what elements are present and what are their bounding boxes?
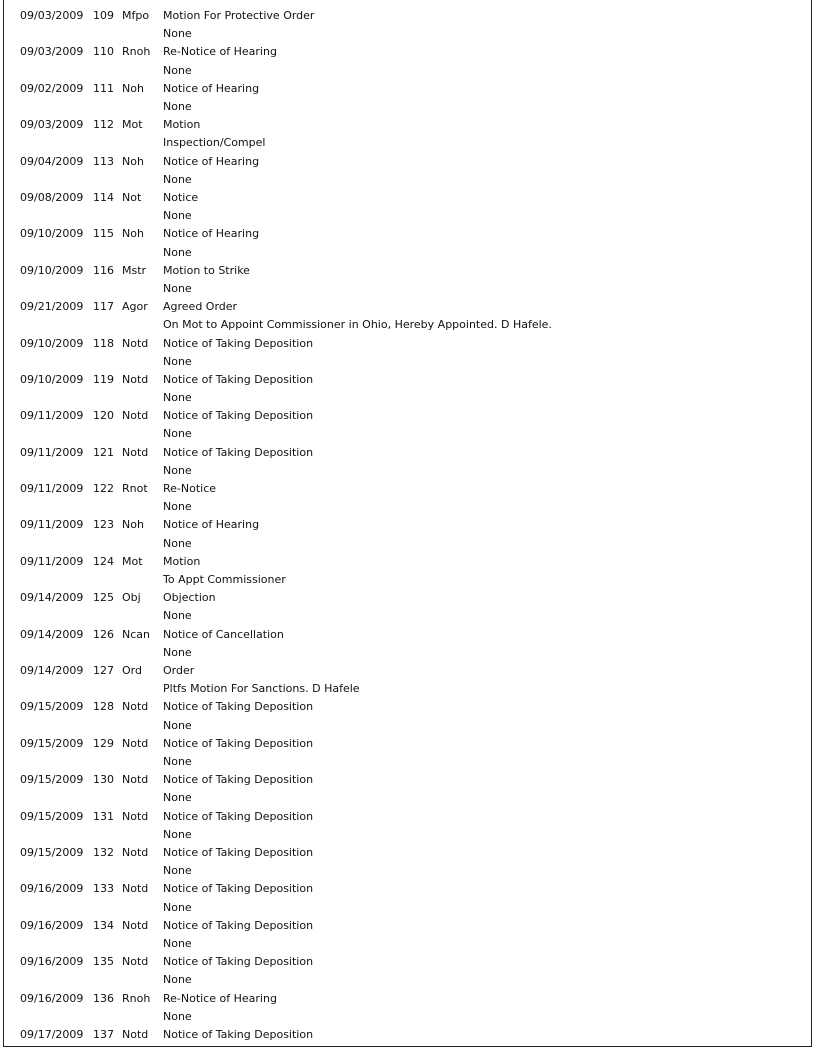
entry-description: Notice of Taking Deposition — [163, 372, 314, 386]
docket-entry — [20, 153, 811, 189]
entry-code: Notd — [122, 773, 149, 787]
entry-description: Notice of Taking Deposition — [163, 845, 314, 859]
entry-detail: None — [163, 354, 192, 368]
entry-description: Motion — [163, 554, 201, 568]
entry-detail: None — [163, 245, 192, 259]
entry-description: Notice of Hearing — [163, 81, 260, 95]
docket-entry — [20, 880, 811, 916]
docket-entry — [20, 444, 811, 480]
docket-entry — [20, 516, 811, 552]
entry-date: 09/14/2009 — [20, 664, 84, 678]
entry-date: 09/21/2009 — [20, 300, 84, 314]
entry-number: 132 — [93, 845, 114, 859]
entry-number: 133 — [93, 882, 114, 896]
entry-number: 126 — [93, 627, 114, 641]
entry-code: Notd — [122, 845, 149, 859]
docket-entry — [20, 953, 811, 989]
entry-code: Notd — [122, 918, 149, 932]
entry-code: Notd — [122, 336, 149, 350]
docket-frame — [3, 0, 812, 1047]
entry-number: 136 — [93, 991, 114, 1005]
entry-code: Notd — [122, 955, 149, 969]
entry-date: 09/03/2009 — [20, 9, 84, 22]
entry-number: 114 — [93, 190, 114, 204]
entry-description: Notice of Taking Deposition — [163, 773, 314, 787]
entry-date: 09/11/2009 — [20, 518, 84, 532]
entry-detail: On Mot to Appoint Commissioner in Ohio, Hereby Appointed. D Hafele. — [163, 318, 552, 332]
docket-entry — [20, 808, 811, 844]
entry-date: 09/11/2009 — [20, 482, 84, 496]
entry-date: 09/17/2009 — [20, 1027, 84, 1041]
entry-date: 09/02/2009 — [20, 81, 84, 95]
entry-detail: Inspection/Compel — [163, 136, 266, 150]
docket-entry — [20, 225, 811, 261]
entry-number: 119 — [93, 372, 114, 386]
entry-date: 09/16/2009 — [20, 918, 84, 932]
entry-description: Notice of Taking Deposition — [163, 918, 314, 932]
entry-code: Rnoh — [122, 991, 151, 1005]
entry-date: 09/14/2009 — [20, 627, 84, 641]
entry-code: Rnoh — [122, 45, 151, 59]
entry-number: 123 — [93, 518, 114, 532]
docket-entry — [20, 116, 811, 152]
entry-date: 09/04/2009 — [20, 154, 84, 168]
entry-code: Noh — [122, 518, 144, 532]
entry-code: Noh — [122, 81, 144, 95]
entry-description: Notice of Taking Deposition — [163, 409, 314, 423]
entry-number: 117 — [93, 300, 114, 314]
entry-detail: None — [163, 172, 192, 186]
docket-entry — [20, 7, 811, 43]
entry-description: Notice of Hearing — [163, 154, 260, 168]
entry-code: Noh — [122, 154, 144, 168]
entry-detail: None — [163, 27, 192, 41]
entry-number: 111 — [93, 81, 114, 95]
entry-detail: None — [163, 463, 192, 477]
entry-date: 09/11/2009 — [20, 445, 84, 459]
entry-detail: None — [163, 99, 192, 113]
entry-date: 09/03/2009 — [20, 118, 84, 132]
entry-code: Rnot — [122, 482, 148, 496]
docket-entry — [20, 298, 811, 334]
entry-detail: None — [163, 864, 192, 878]
docket-entry — [20, 662, 811, 698]
entry-date: 09/14/2009 — [20, 591, 84, 605]
entry-description: Motion For Protective Order — [163, 9, 315, 22]
entry-number: 129 — [93, 736, 114, 750]
entry-date: 09/15/2009 — [20, 845, 84, 859]
docket-entry — [20, 480, 811, 516]
entry-detail: None — [163, 936, 192, 950]
entry-description: Notice of Taking Deposition — [163, 955, 314, 969]
entry-description: Notice of Taking Deposition — [163, 336, 314, 350]
docket-entry — [20, 189, 811, 225]
entry-date: 09/10/2009 — [20, 263, 84, 277]
entry-code: Ord — [122, 664, 142, 678]
entry-code: Ncan — [122, 627, 150, 641]
entry-number: 127 — [93, 664, 114, 678]
entry-description: Notice of Hearing — [163, 227, 260, 241]
entry-date: 09/08/2009 — [20, 190, 84, 204]
docket-entry — [20, 43, 811, 79]
docket-entry — [20, 844, 811, 880]
entry-detail: None — [163, 827, 192, 841]
entry-date: 09/03/2009 — [20, 45, 84, 59]
entry-detail: None — [163, 63, 192, 77]
entry-date: 09/10/2009 — [20, 227, 84, 241]
docket-entry — [20, 407, 811, 443]
entry-detail: None — [163, 973, 192, 987]
entry-code: Mstr — [122, 263, 147, 277]
entry-detail: To Appt Commissioner — [163, 573, 286, 587]
entry-description: Objection — [163, 591, 216, 605]
entry-number: 134 — [93, 918, 114, 932]
entry-description: Notice of Taking Deposition — [163, 809, 314, 823]
entry-date: 09/10/2009 — [20, 372, 84, 386]
entry-description: Order — [163, 664, 195, 678]
entry-code: Notd — [122, 445, 149, 459]
entry-code: Notd — [122, 409, 149, 423]
entry-detail: None — [163, 755, 192, 768]
entry-number: 120 — [93, 409, 114, 423]
entry-description: Agreed Order — [163, 300, 238, 314]
entry-number: 113 — [93, 154, 114, 168]
entry-description: Notice of Taking Deposition — [163, 700, 314, 714]
entry-date: 09/15/2009 — [20, 700, 84, 714]
entry-number: 115 — [93, 227, 114, 241]
docket-entry — [20, 917, 811, 953]
entry-number: 122 — [93, 482, 114, 496]
entry-description: Notice — [163, 190, 199, 204]
entry-description: Motion — [163, 118, 201, 132]
entry-code: Notd — [122, 882, 149, 896]
entry-detail: None — [163, 900, 192, 914]
entry-description: Notice of Taking Deposition — [163, 736, 314, 750]
entry-number: 112 — [93, 118, 114, 132]
entry-detail: None — [163, 609, 192, 623]
entry-detail: None — [163, 645, 192, 659]
entry-date: 09/15/2009 — [20, 809, 84, 823]
entry-detail: None — [163, 1009, 192, 1023]
entry-code: Not — [122, 190, 142, 204]
entry-date: 09/15/2009 — [20, 773, 84, 787]
entry-description: Notice of Taking Deposition — [163, 445, 314, 459]
entry-code: Notd — [122, 700, 149, 714]
docket-entry — [20, 990, 811, 1026]
entry-code: Notd — [122, 736, 149, 750]
entry-code: Mot — [122, 554, 143, 568]
entry-code: Noh — [122, 227, 144, 241]
entry-detail: None — [163, 791, 192, 805]
entry-description: Notice of Taking Deposition — [163, 1027, 314, 1041]
docket-entry — [20, 626, 811, 662]
entry-code: Notd — [122, 372, 149, 386]
entry-detail: None — [163, 391, 192, 405]
entry-description: Motion to Strike — [163, 263, 250, 277]
docket-entry — [20, 371, 811, 407]
entry-number: 110 — [93, 45, 114, 59]
entry-number: 121 — [93, 445, 114, 459]
entry-date: 09/10/2009 — [20, 336, 84, 350]
docket-entry — [20, 698, 811, 734]
entry-detail: None — [163, 500, 192, 514]
docket-entry — [20, 262, 811, 298]
docket-entry — [20, 335, 811, 371]
entry-code: Mfpo — [122, 9, 150, 22]
entry-number: 109 — [93, 9, 114, 22]
entry-date: 09/11/2009 — [20, 409, 84, 423]
docket-entry — [20, 80, 811, 116]
entry-detail: None — [163, 536, 192, 550]
docket-entry — [20, 589, 811, 625]
docket-entry — [20, 771, 811, 807]
entry-number: 128 — [93, 700, 114, 714]
docket-entry — [20, 553, 811, 589]
entry-detail: None — [163, 209, 192, 223]
docket-entry — [20, 1026, 811, 1062]
entry-date: 09/16/2009 — [20, 991, 84, 1005]
entry-date: 09/11/2009 — [20, 554, 84, 568]
entry-description: Re-Notice of Hearing — [163, 991, 277, 1005]
entry-date: 09/16/2009 — [20, 882, 84, 896]
entry-description: Re-Notice of Hearing — [163, 45, 277, 59]
entry-number: 125 — [93, 591, 114, 605]
entry-date: 09/15/2009 — [20, 736, 84, 750]
entry-code: Notd — [122, 1027, 149, 1041]
entry-number: 118 — [93, 336, 114, 350]
entry-code: Mot — [122, 118, 143, 132]
entry-number: 130 — [93, 773, 114, 787]
entry-code: Notd — [122, 809, 149, 823]
entry-description: Notice of Taking Deposition — [163, 882, 314, 896]
entry-number: 135 — [93, 955, 114, 969]
entry-code: Obj — [122, 591, 141, 605]
entry-number: 116 — [93, 263, 114, 277]
entry-detail: None — [163, 427, 192, 441]
entry-description: Notice of Hearing — [163, 518, 260, 532]
entry-detail: None — [163, 281, 192, 295]
entry-code: Agor — [122, 300, 148, 314]
entry-detail: Pltfs Motion For Sanctions. D Hafele — [163, 682, 360, 696]
entry-number: 137 — [93, 1027, 114, 1041]
entry-detail: None — [163, 718, 192, 732]
entry-date: 09/16/2009 — [20, 955, 84, 969]
entry-description: Notice of Cancellation — [163, 627, 284, 641]
entry-number: 131 — [93, 809, 114, 823]
entry-number: 124 — [93, 554, 114, 568]
docket-entry — [20, 735, 811, 771]
entry-description: Re-Notice — [163, 482, 217, 496]
docket-entries — [20, 7, 811, 1062]
